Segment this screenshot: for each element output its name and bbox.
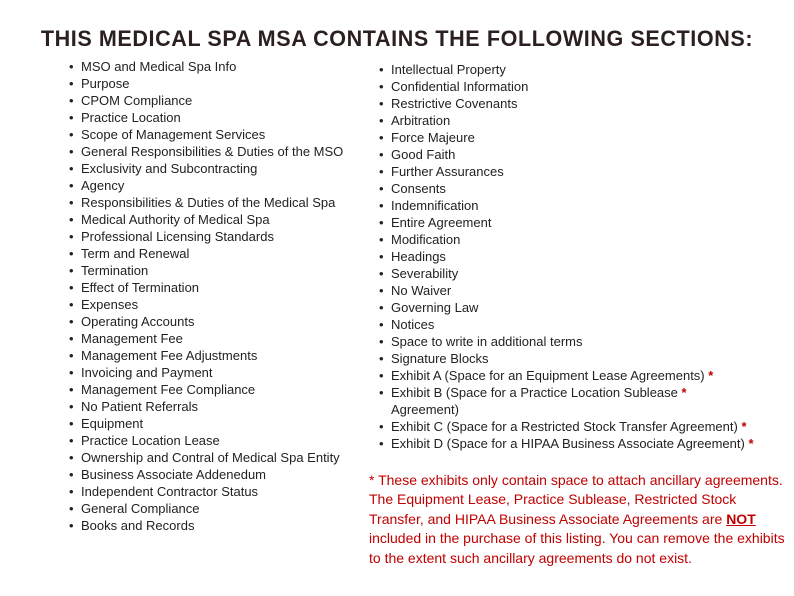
- sections-list-right: [379, 61, 754, 452]
- list-item: • MSO and Medical Spa Info: [69, 58, 343, 75]
- list-item: • Confidential Information: [379, 78, 754, 95]
- list-item: • Practice Location: [69, 109, 343, 126]
- list-item: • General Responsibilities & Duties of the MSO: [69, 143, 343, 160]
- list-item: • Ownership and Contral of Medical Spa Entity: [69, 449, 343, 466]
- list-item: • Purpose: [69, 75, 343, 92]
- list-item-exhibit-d: [379, 435, 754, 452]
- exhibit-b-text-cont: Agreement): [391, 402, 459, 417]
- list-item: • Management Fee Adjustments: [69, 347, 343, 364]
- list-item: • Exclusivity and Subcontracting: [69, 160, 343, 177]
- list-item: • Responsibilities & Duties of the Medical Spa: [69, 194, 343, 211]
- list-item: • Further Assurances: [379, 163, 754, 180]
- list-item: • Force Majeure: [379, 129, 754, 146]
- asterisk: *: [748, 436, 754, 451]
- list-item: • Management Fee: [69, 330, 343, 347]
- list-item: • Term and Renewal: [69, 245, 343, 262]
- list-item: • CPOM Compliance: [69, 92, 343, 109]
- list-item: • Consents: [379, 180, 754, 197]
- list-item: • Agency: [69, 177, 343, 194]
- exhibit-a-text: Exhibit A (Space for an Equipment Lease Agreements): [391, 368, 705, 383]
- list-item: • Space to write in additional terms: [379, 333, 754, 350]
- list-item: • General Compliance: [69, 500, 343, 517]
- list-item: • Good Faith: [379, 146, 754, 163]
- asterisk: *: [708, 368, 714, 383]
- exhibit-c-text: Exhibit C (Space for a Restricted Stock Transfer Agreement): [391, 419, 738, 434]
- exhibit-b-text: Exhibit B (Space for a Practice Location Sublease: [391, 385, 678, 400]
- list-item: • Professional Licensing Standards: [69, 228, 343, 245]
- list-item: • No Patient Referrals: [69, 398, 343, 415]
- list-item: • Headings: [379, 248, 754, 265]
- list-item: • Arbitration: [379, 112, 754, 129]
- note-emphasis: NOT: [726, 510, 756, 527]
- list-item: • Intellectual Property: [379, 61, 754, 78]
- list-item: • Invoicing and Payment: [69, 364, 343, 381]
- list-item-exhibit-c: [379, 418, 754, 435]
- list-item: • Practice Location Lease: [69, 432, 343, 449]
- list-item: • Management Fee Compliance: [69, 381, 343, 398]
- note-text-2: included in the purchase of this listing. You can remove the exhibits to the extent such ancillary agreements do not exist.: [369, 530, 785, 566]
- exhibits-disclaimer: [369, 471, 789, 568]
- asterisk: *: [681, 385, 687, 400]
- list-item: • Operating Accounts: [69, 313, 343, 330]
- list-item: • Books and Records: [69, 517, 343, 534]
- list-item: • No Waiver: [379, 282, 754, 299]
- list-item: • Modification: [379, 231, 754, 248]
- list-item: • Independent Contractor Status: [69, 483, 343, 500]
- list-item: • Signature Blocks: [379, 350, 754, 367]
- list-item: • Expenses: [69, 296, 343, 313]
- list-item: • Indemnification: [379, 197, 754, 214]
- list-item-exhibit-a: [379, 367, 754, 384]
- list-item: • Notices: [379, 316, 754, 333]
- list-item: • Termination: [69, 262, 343, 279]
- list-item: • Scope of Management Services: [69, 126, 343, 143]
- page-title: THIS MEDICAL SPA MSA CONTAINS THE FOLLOWING SECTIONS:: [40, 26, 754, 51]
- asterisk: *: [741, 419, 747, 434]
- list-item: • Severability: [379, 265, 754, 282]
- list-item-exhibit-b: [379, 384, 754, 418]
- exhibit-d-text: Exhibit D (Space for a HIPAA Business Associate Agreement): [391, 436, 745, 451]
- list-item: • Medical Authority of Medical Spa: [69, 211, 343, 228]
- list-item: • Effect of Termination: [69, 279, 343, 296]
- list-item: • Governing Law: [379, 299, 754, 316]
- list-item: • Equipment: [69, 415, 343, 432]
- list-item: • Business Associate Addenedum: [69, 466, 343, 483]
- list-item: • Entire Agreement: [379, 214, 754, 231]
- note-text-1: * These exhibits only contain space to attach ancillary agreements. The Equipment Lease, Practice Sublease, Restricted Stock Transfer, and HIPAA Business Associate Agreements are: [369, 472, 783, 527]
- sections-list-left: [69, 58, 343, 534]
- list-item: • Restrictive Covenants: [379, 95, 754, 112]
